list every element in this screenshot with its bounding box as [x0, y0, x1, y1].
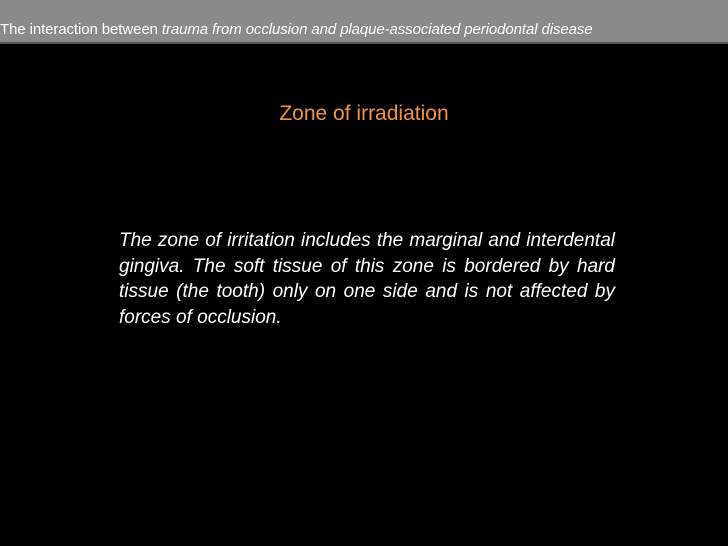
header-title-prefix: The interaction between	[0, 21, 162, 38]
header-bar	[0, 0, 728, 44]
header-title	[0, 21, 728, 39]
slide-title: Zone of irradiation	[279, 102, 449, 125]
body-paragraph: The zone of irritation includes the marginal and interdental gingiva. The soft tissue of this zone is bordered by hard tissue (the tooth) only on one side and is not affected by forces of occlusion.	[119, 230, 615, 328]
header-title-emphasis: trauma from occlusion and plaque-associated periodontal disease	[161, 21, 593, 38]
